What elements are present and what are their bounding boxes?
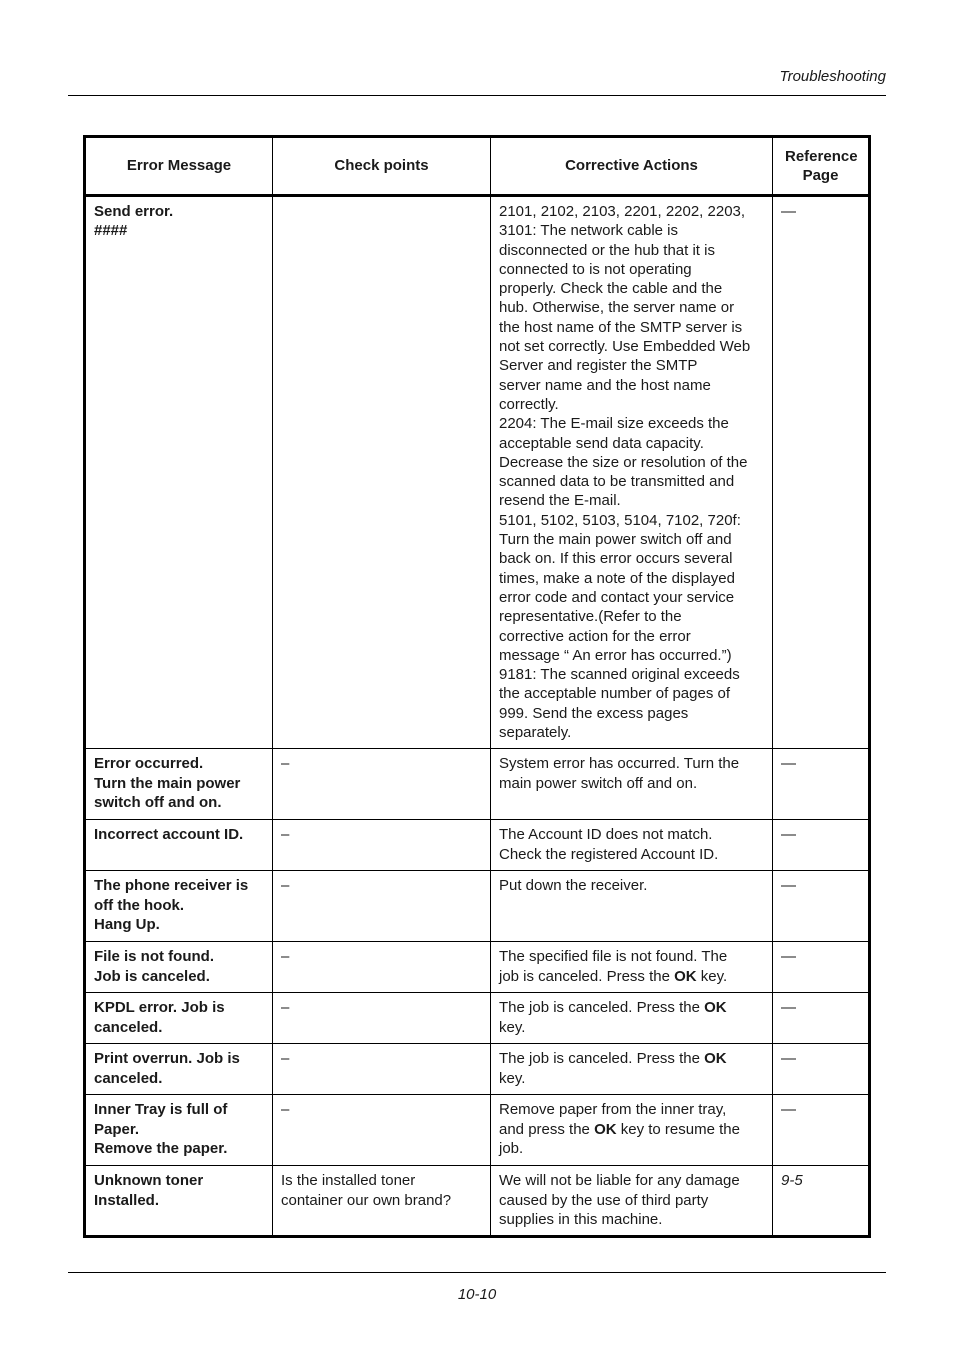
error-message-cell [85, 749, 273, 820]
check-point-text: – [281, 755, 290, 773]
corrective-action-line: message “ An error has occurred.”) [499, 646, 732, 664]
corrective-action-line: correctly. [499, 395, 559, 413]
error-message-line: Error occurred. [94, 755, 204, 773]
reference-page-header-text: Reference Page [785, 147, 858, 184]
corrective-action-line [499, 1049, 765, 1068]
corrective-action-text: key. [499, 1069, 526, 1087]
error-message-line: Incorrect account ID. [94, 826, 244, 844]
check-points-cell [273, 993, 491, 1044]
corrective-action-line: supplies in this machine. [499, 1210, 663, 1228]
ok-key-label: OK [704, 1050, 727, 1068]
error-message-line: Inner Tray is full of [94, 1101, 228, 1119]
corrective-action-text: and press the [499, 1120, 595, 1138]
corrective-action-line: Server and register the SMTP [499, 357, 698, 375]
error-message-cell [85, 1166, 273, 1237]
corrective-action-line [499, 998, 765, 1017]
check-points-cell [273, 871, 491, 942]
check-points-cell [273, 1166, 491, 1237]
corrective-action-line: resend the E-mail. [499, 492, 621, 510]
corrective-action-text: Remove paper from the inner tray, [499, 1101, 727, 1119]
corrective-action-line: 3101: The network cable is [499, 222, 678, 240]
reference-page-value: — [781, 826, 796, 844]
page-number: 10-10 [457, 1286, 497, 1303]
error-message-cell [85, 993, 273, 1044]
reference-page-value: — [781, 755, 796, 773]
header-divider [68, 95, 886, 96]
error-message-line: Installed. [94, 1191, 160, 1209]
corrective-action-line: caused by the use of third party [499, 1191, 709, 1209]
corrective-action-line: Put down the receiver. [499, 877, 648, 895]
reference-page-value: 9-5 [781, 1172, 803, 1190]
reference-page-value: — [781, 877, 796, 895]
corrective-action-line: The Account ID does not match. [499, 826, 713, 844]
reference-page-cell [773, 1044, 870, 1095]
error-message-line: canceled. [94, 1018, 163, 1036]
check-points-cell [273, 942, 491, 993]
corrective-action-line: 2204: The E-mail size exceeds the [499, 415, 729, 433]
corrective-action-line: 2101, 2102, 2103, 2201, 2202, 2203, [499, 203, 746, 220]
check-points-cell [273, 1095, 491, 1166]
corrective-action-line: 9181: The scanned original exceeds [499, 666, 740, 684]
footer-divider [68, 1272, 886, 1273]
error-message-line: Print overrun. Job is [94, 1050, 240, 1068]
corrective-action-line: the acceptable number of pages of [499, 685, 730, 703]
corrective-action-line: the host name of the SMTP server is [499, 318, 743, 336]
error-message-line: Hang Up. [94, 915, 160, 933]
table-row [85, 1166, 870, 1237]
corrective-action-line: properly. Check the cable and the [499, 280, 723, 298]
error-message-line: switch off and on. [94, 793, 222, 811]
corrective-action-text: key. [696, 967, 728, 985]
error-message-cell [85, 196, 273, 749]
corrective-action-line: acceptable send data capacity. [499, 434, 704, 452]
corrective-action-line: error code and contact your service [499, 588, 735, 606]
table-row [85, 1044, 870, 1095]
corrective-action-line: not set correctly. Use Embedded Web [499, 338, 751, 356]
corrective-action-line: times, make a note of the displayed [499, 569, 735, 587]
section-title: Troubleshooting [779, 68, 886, 85]
corrective-actions-cell [491, 820, 773, 871]
corrective-action-line [499, 967, 765, 986]
reference-page-value: — [781, 1101, 796, 1119]
check-point-text: – [281, 1101, 290, 1119]
corrective-action-line: back on. If this error occurs several [499, 550, 733, 568]
reference-page-cell [773, 1166, 870, 1237]
corrective-action-line: corrective action for the error [499, 627, 691, 645]
table-row [85, 993, 870, 1044]
check-points-cell [273, 196, 491, 749]
error-message-table [83, 135, 871, 1238]
reference-page-cell [773, 820, 870, 871]
corrective-actions-cell [491, 871, 773, 942]
check-points-cell [273, 1044, 491, 1095]
corrective-actions-cell [491, 196, 773, 749]
check-point-line: Is the installed toner [281, 1172, 416, 1190]
corrective-action-line: separately. [499, 724, 572, 742]
corrective-action-line: 999. Send the excess pages [499, 704, 689, 722]
reference-page-cell [773, 1095, 870, 1166]
corrective-action-line [499, 1069, 765, 1088]
corrective-action-line: server name and the host name [499, 376, 711, 394]
corrective-action-line: System error has occurred. Turn the [499, 755, 740, 773]
table-row [85, 749, 870, 820]
error-message-line: File is not found. [94, 948, 214, 966]
ok-key-label: OK [704, 999, 727, 1017]
corrective-action-line [499, 1139, 765, 1158]
corrective-action-line: connected to is not operating [499, 260, 692, 278]
corrective-action-text: job is canceled. Press the [499, 967, 675, 985]
check-point-text: – [281, 948, 290, 966]
corrective-action-line: Turn the main power switch off and [499, 531, 732, 549]
corrective-action-line: disconnected or the hub that it is [499, 241, 715, 259]
table-header-row [85, 137, 870, 196]
corrective-action-line [499, 947, 765, 966]
corrective-action-line: hub. Otherwise, the server name or [499, 299, 735, 317]
reference-page-cell [773, 196, 870, 749]
reference-page-value: — [781, 948, 796, 966]
corrective-action-line [499, 1018, 765, 1037]
table-row [85, 942, 870, 993]
error-message-line: Send error. [94, 203, 174, 220]
error-message-cell [85, 1095, 273, 1166]
corrective-action-line [499, 1120, 765, 1139]
reference-page-cell [773, 871, 870, 942]
corrective-action-text: The job is canceled. Press the [499, 1050, 705, 1068]
check-point-text: – [281, 877, 290, 895]
reference-page-cell [773, 942, 870, 993]
reference-page-value: — [781, 203, 796, 220]
corrective-action-line: 5101, 5102, 5103, 5104, 7102, 720f: [499, 511, 741, 529]
check-points-cell [273, 749, 491, 820]
ok-key-label: OK [594, 1120, 617, 1138]
corrective-action-text: key. [499, 1018, 526, 1036]
error-message-line: off the hook. [94, 896, 184, 914]
check-point-text: – [281, 999, 290, 1017]
corrective-action-line: Check the registered Account ID. [499, 845, 719, 863]
corrective-action-line: Decrease the size or resolution of the [499, 453, 748, 471]
check-point-line: container our own brand? [281, 1191, 452, 1209]
corrective-action-text: The job is canceled. Press the [499, 999, 705, 1017]
corrective-action-line [499, 1100, 765, 1119]
table-row [85, 820, 870, 871]
error-message-line: Paper. [94, 1120, 140, 1138]
corrective-action-text: The specified file is not found. The [499, 948, 728, 966]
error-message-cell [85, 871, 273, 942]
corrective-action-line: scanned data to be transmitted and [499, 473, 735, 491]
reference-page-value: — [781, 999, 796, 1017]
column-header-error-message: Error Message [85, 137, 273, 196]
corrective-action-text: job. [499, 1139, 524, 1157]
error-message-line: Unknown toner [94, 1172, 204, 1190]
column-header-reference-page [773, 137, 870, 196]
corrective-action-line: We will not be liable for any damage [499, 1172, 740, 1190]
reference-page-cell [773, 993, 870, 1044]
corrective-action-text: key to resume the [616, 1120, 740, 1138]
error-message-line: canceled. [94, 1069, 163, 1087]
table-row [85, 196, 870, 749]
table-body [85, 196, 870, 1237]
corrective-actions-cell [491, 1095, 773, 1166]
table-row [85, 871, 870, 942]
table-row [85, 1095, 870, 1166]
corrective-action-line: representative.(Refer to the [499, 608, 682, 626]
ok-key-label: OK [674, 967, 697, 985]
error-message-line: Turn the main power [94, 774, 241, 792]
error-message-line: Job is canceled. [94, 967, 210, 985]
reference-page-value: — [781, 1050, 796, 1068]
corrective-actions-cell [491, 993, 773, 1044]
check-point-text: – [281, 826, 290, 844]
corrective-actions-cell [491, 749, 773, 820]
corrective-actions-cell [491, 1166, 773, 1237]
error-message-cell [85, 1044, 273, 1095]
check-point-text: – [281, 1050, 290, 1068]
reference-page-cell [773, 749, 870, 820]
column-header-check-points: Check points [273, 137, 491, 196]
corrective-actions-cell [491, 1044, 773, 1095]
error-message-cell [85, 942, 273, 993]
error-message-cell [85, 820, 273, 871]
error-message-line: KPDL error. Job is [94, 999, 225, 1017]
error-message-line: Remove the paper. [94, 1139, 228, 1157]
error-message-line: #### [94, 222, 128, 240]
error-message-line: The phone receiver is [94, 877, 249, 895]
corrective-action-line: main power switch off and on. [499, 774, 698, 792]
corrective-actions-cell [491, 942, 773, 993]
column-header-corrective-actions: Corrective Actions [491, 137, 773, 196]
check-points-cell [273, 820, 491, 871]
